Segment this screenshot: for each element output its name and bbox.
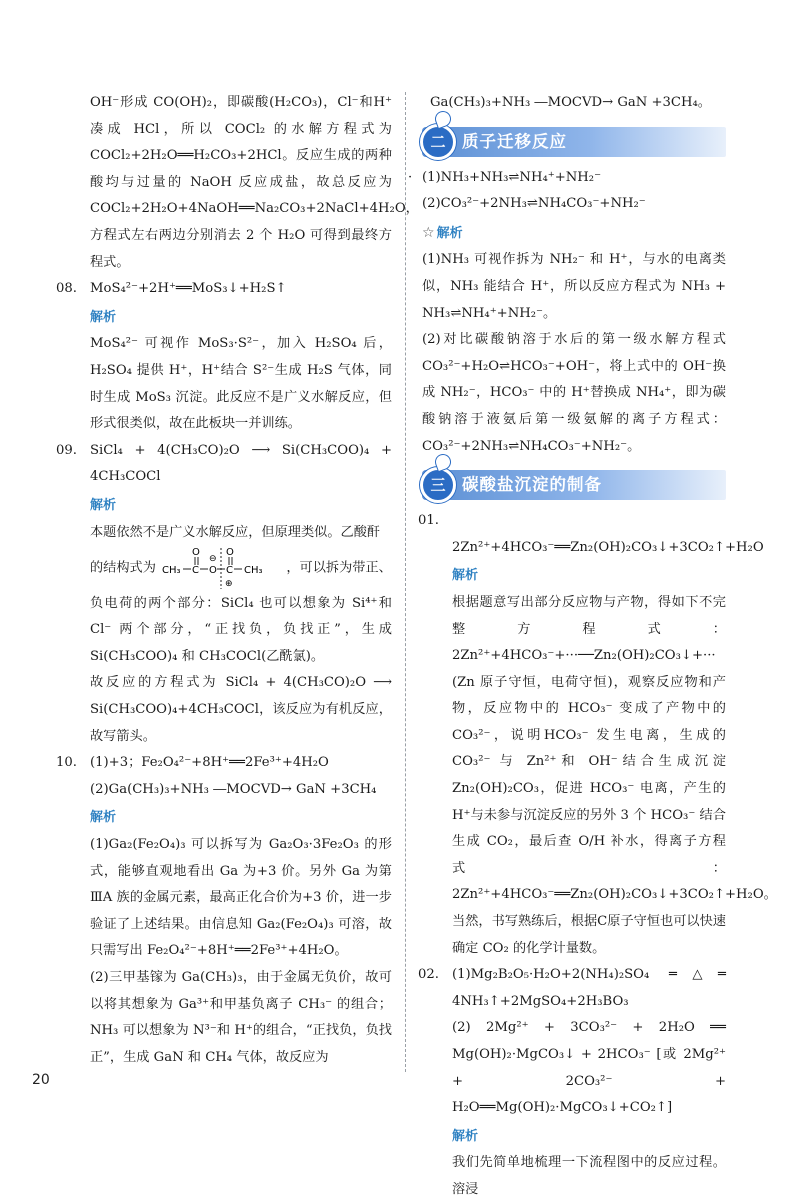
section-2-badge: 二 (420, 124, 456, 160)
mocvd-equation: Ga(CH₃)₃+NH₃ ―MOCVD→ GaN +3CH₄。 (430, 95, 711, 110)
struct-ch3-right: CH₃ (244, 565, 263, 577)
struct-o1: O (192, 547, 201, 559)
q08-equation: 08. MoS₄²⁻+2H⁺══MoS₃↓+H₂S↑ (90, 276, 392, 303)
struct-c2: C (226, 565, 234, 577)
q09-equation: 09. SiCl₄ + 4(CH₃CO)₂O ⟶ Si(CH₃COO)₄ + 4CH₃COCl (90, 438, 392, 491)
q10-equation-2: (2)Ga(CH₃)₃+NH₃ ―MOCVD→ GaN +3CH₄ (90, 781, 377, 797)
right-column (408, 90, 777, 1204)
q08-number: 08. (56, 281, 77, 297)
struct-c1: C (192, 565, 200, 577)
q10-analysis-heading: 解析 (90, 810, 117, 826)
q09-analysis-heading: 解析 (90, 497, 117, 513)
pt-equation-1: · (1)NH₃+NH₃⇌NH₄⁺+NH₂⁻ (422, 165, 726, 192)
q10-analysis-text-2: (2)三甲基镓为 Ga(CH₃)₃，由于金属无负价，故可以将其想象为 Ga³⁺和甲基负离子 CH₃⁻ 的组合；NH₃ 可以想象为 N³⁻和 H⁺的组合，“正找负，负找正”，生成 GaN 和 CH₄ 气体，故反应为 (90, 969, 392, 1065)
section-3-title: 碳酸盐沉淀的制备 (462, 475, 602, 495)
star-icon: ☆ (422, 224, 435, 241)
struct-ch3-left: CH₃ (162, 565, 181, 577)
acetic-anhydride-structure (162, 546, 280, 590)
q01-equation: 01.2Zn²⁺+4HCO₃⁻══Zn₂(OH)₂CO₃↓+3CO₂↑+H₂O (422, 508, 726, 561)
q02-analysis-text: 我们先简单地梳理一下流程图中的反应过程。溶浸 (452, 1155, 726, 1197)
q02-analysis-heading: 解析 (452, 1128, 479, 1144)
pt-analysis-text-1: (1)NH₃ 可视作拆为 NH₂⁻ 和 H⁺，与水的电离类似，NH₃ 能结合 H⁺，所以反应方程式为 NH₃ + NH₃⇌NH₄⁺+NH₂⁻。 (422, 252, 726, 321)
q01-analysis-text-2: (Zn 原子守恒，电荷守恒)，观察反应物和产物，反应物中的 HCO₃⁻ 变成了产物中的 CO₃²⁻，说明HCO₃⁻ 发生电离，生成的 CO₃²⁻ 与 Zn²⁺和 OH⁻结合生成沉淀 Zn₂(OH)₂CO₃，促进 HCO₃⁻ 电离，产生的 H⁺与未参与沉淀反应的另外 3 个 HCO₃⁻ 结合生成 CO₂，最后查 O/H 补水，得离子方程式：2Zn²⁺+4HCO₃⁻══Zn₂(OH)₂CO₃↓+3CO₂↑+H₂O。当然，书写熟练后，根据C原子守恒也可以快速确定 CO₂ 的化学计量数。 (452, 674, 777, 956)
struct-minus: ⊖ (209, 554, 217, 565)
q02-equation-1: 02. (1)Mg₂B₂O₅·H₂O+2(NH₄)₂SO₄ ═△═ 4NH₃↑+2MgSO₄+2H₃BO₃ (422, 962, 726, 1015)
pt-analysis-heading: ☆ 解析 (422, 224, 463, 241)
column-divider (405, 92, 406, 1072)
q09-analysis-text-2: 负电荷的两个部分：SiCl₄ 也可以想象为 Si⁴⁺和 Cl⁻ 两个部分，“正找负，负找正”，生成 Si(CH₃COO)₄ 和 CH₃COCl(乙酰氯)。 (90, 595, 392, 664)
q10-number: 10. (56, 755, 77, 771)
q09-analysis-text-1: 本题依然不是广义水解反应，但原理类似。乙酸酐 (90, 524, 381, 540)
left-column (56, 90, 419, 1071)
section-carbonate-header (422, 470, 726, 500)
q09-number: 09. (56, 442, 77, 458)
section-3-badge: 三 (420, 467, 456, 503)
q02-number: 02. (418, 967, 439, 983)
struct-o2: O (226, 547, 235, 559)
q02-equation-2: (2) 2Mg²⁺ + 3CO₃²⁻ + 2H₂O ══ Mg(OH)₂·MgCO₃↓ + 2HCO₃⁻ [或 2Mg²⁺ + 2CO₃²⁻ + H₂O══Mg(OH)₂·MgCO₃↓+CO₂↑] (452, 1020, 726, 1116)
section-2-title: 质子迁移反应 (462, 131, 567, 151)
struct-o-bridge: O (209, 565, 218, 577)
q10-equation-1: 10. (1)+3；Fe₂O₄²⁻+8H⁺══2Fe³⁺+4H₂O (90, 750, 392, 777)
q01-number: 01. (418, 513, 439, 529)
section-proton-transfer-header (422, 127, 726, 157)
q09-analysis-text-3: 故反应的方程式为 SiCl₄ + 4(CH₃CO)₂O ⟶ Si(CH₃COO)₄+4CH₃COCl，该反应为有机反应，故写箭头。 (90, 675, 392, 744)
q09-structure-line: 的结构式为 CH₃ C O O ⊖ C O ⊕ CH₃ ，可以拆为带正、 (90, 547, 392, 590)
q08-analysis-heading: 解析 (90, 309, 117, 325)
q08-analysis-text: MoS₄²⁻ 可视作 MoS₃·S²⁻，加入 H₂SO₄ 后，H₂SO₄ 提供 H⁺，H⁺结合 S²⁻生成 H₂S 气体，同时生成 MoS₃ 沉淀。此反应不是广义水解反应，但形式很类似，故在此板块一并训练。 (90, 336, 392, 432)
bullet-dot: · (408, 169, 413, 185)
q01-analysis-text-1: 根据题意写出部分反应物与产物，得如下不完整方程式：2Zn²⁺+4HCO₃⁻+···──Zn₂(OH)₂CO₃↓+··· (452, 594, 726, 664)
cocl2-explanation: OH⁻形成 CO(OH)₂，即碳酸(H₂CO₃)，Cl⁻和H⁺凑成 HCl，所以 COCl₂ 的水解方程式为COCl₂+2H₂O══H₂CO₃+2HCl。反应生成的两种酸均与过量的 NaOH 反应成盐，故总反应为COCl₂+2H₂O+4NaOH══Na₂CO₃+2NaCl+4H₂O，方程式左右两边分别消去 2 个 H₂O 可得到最终方程式。 (90, 95, 419, 270)
q01-analysis-heading: 解析 (452, 568, 479, 584)
pt-equation-2: (2)CO₃²⁻+2NH₃⇌NH₄CO₃⁻+NH₂⁻ (422, 196, 646, 212)
page-number: 20 (32, 1072, 50, 1088)
struct-plus: ⊕ (225, 579, 233, 590)
pt-analysis-text-2: (2)对比碳酸钠溶于水后的第一级水解方程式CO₃²⁻+H₂O⇌HCO₃⁻+OH⁻，将上式中的 OH⁻换成 NH₂⁻，HCO₃⁻ 中的 H⁺替换成 NH₄⁺，即为碳酸钠溶于液氨后第一级氨解的离子方程式：CO₃²⁻+2NH₃⇌NH₄CO₃⁻+NH₂⁻。 (422, 332, 726, 454)
q10-analysis-text-1: (1)Ga₂(Fe₂O₄)₃ 可以拆写为 Ga₂O₃·3Fe₂O₃ 的形式，能够直观地看出 Ga 为+3 价。另外 Ga 为第ⅢA 族的金属元素，最高正化合价为+3 价，进一步验证了上述结果。由信息知 Ga₂(Fe₂O₄)₃ 可溶，故只需写出 Fe₂O₄²⁻+8H⁺══2Fe³⁺+4H₂O。 (90, 836, 392, 959)
